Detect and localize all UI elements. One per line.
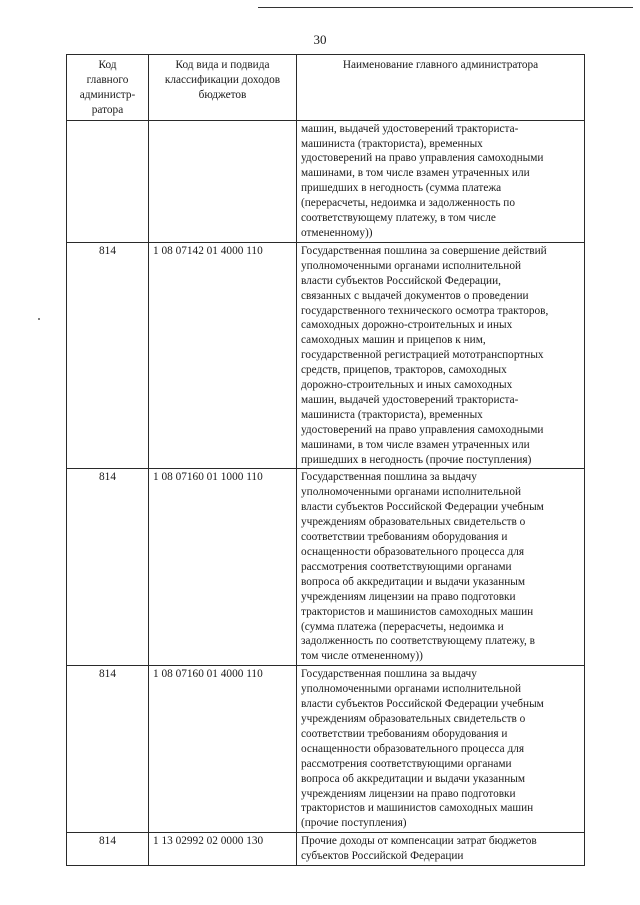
header-text-line: ратора	[91, 103, 124, 116]
header-text-line: главного	[86, 73, 129, 86]
admin-name-line: учреждениям лицензии на право подготовки	[301, 787, 516, 800]
admin-name-line: трактористов и машинистов самоходных машин	[301, 605, 534, 618]
admin-name-line: соответствии требованиям оборудования и	[301, 727, 508, 740]
table-row	[67, 833, 585, 866]
admin-name-line: соответствующему платежу, в том числе	[301, 212, 496, 225]
admin-name-line: (прочие поступления)	[301, 817, 407, 830]
admin-name-line: удостоверений на право управления самоходными	[301, 423, 544, 436]
admin-name-line: отмененному))	[301, 226, 373, 239]
admin-name-line: вопроса об аккредитации и выдачи указанным	[301, 575, 526, 588]
admin-name-cell	[297, 242, 585, 469]
table-header-row	[67, 55, 585, 121]
admin-name-line: рассмотрения соответствующими органами	[301, 757, 512, 770]
top-border-line	[258, 7, 633, 8]
admin-name-line: уполномоченными органами исполнительной	[301, 486, 522, 499]
admin-name-line: учреждениям образовательных свидетельств о	[301, 516, 526, 529]
admin-name-cell	[297, 469, 585, 666]
admin-name-cell	[297, 120, 585, 242]
header-text-line: администр-	[79, 88, 136, 101]
header-admin-code	[67, 55, 149, 121]
admin-name-line: удостоверений на право управления самоходными	[301, 152, 544, 165]
admin-name-line: соответствии требованиям оборудования и	[301, 531, 508, 544]
admin-name-line: средств, прицепов, тракторов, самоходных	[301, 364, 507, 377]
header-text-line: Код вида и подвида	[175, 59, 270, 71]
admin-name-line: машиниста (тракториста), временных	[301, 408, 483, 421]
income-code-cell: 1 13 02992 02 0000 130	[149, 833, 297, 866]
table-row	[67, 242, 585, 469]
admin-name-line: рассмотрения соответствующими органами	[301, 560, 512, 573]
admin-name-line: машинами, в том числе взамен утраченных или	[301, 438, 530, 451]
admin-name-line: учреждениям образовательных свидетельств о	[301, 712, 526, 725]
header-income-code	[149, 55, 297, 121]
revenue-administrators-table	[66, 54, 585, 866]
admin-name-line: машиниста (тракториста), временных	[301, 137, 483, 150]
admin-name-line: трактористов и машинистов самоходных машин	[301, 802, 534, 815]
admin-name-line: (перерасчеты, недоимка и задолженность по	[301, 197, 516, 210]
admin-name-line: Государственная пошлина за выдачу	[301, 471, 477, 484]
page-number: 30	[313, 32, 327, 47]
table-row	[67, 469, 585, 666]
admin-code-cell: 814	[67, 242, 149, 469]
income-code-cell	[149, 120, 297, 242]
header-text-line: бюджетов	[198, 88, 247, 101]
admin-name-line: уполномоченными органами исполнительной	[301, 683, 522, 696]
scan-speck	[38, 318, 40, 320]
admin-name-line: Прочие доходы от компенсации затрат бюджетов	[301, 835, 537, 848]
admin-code-cell	[67, 120, 149, 242]
admin-name-line: задолженность по соответствующему платежу, в	[301, 635, 535, 648]
admin-name-line: Государственная пошлина за выдачу	[301, 668, 477, 681]
admin-name-line: связанных с выдачей документов о проведении	[301, 289, 529, 302]
admin-name-line: субъектов Российской Федерации	[301, 850, 464, 863]
admin-name-line: учреждениям лицензии на право подготовки	[301, 590, 516, 603]
admin-name-line: оснащенности образовательного процесса для	[301, 546, 525, 558]
admin-name-line: власти субъектов Российской Федерации,	[301, 274, 501, 287]
table-row	[67, 666, 585, 833]
table-row	[67, 120, 585, 242]
admin-name-line: пришедших в негодность (прочие поступления)	[301, 453, 532, 466]
admin-code-cell: 814	[67, 666, 149, 833]
header-text-line: Код	[98, 59, 117, 71]
admin-name-line: машинами, в том числе взамен утраченных или	[301, 167, 530, 180]
admin-name-line: пришедших в негодность (сумма платежа	[301, 182, 502, 195]
admin-name-line: уполномоченными органами исполнительной	[301, 259, 522, 272]
admin-name-line: машин, выдачей удостоверений тракториста-	[301, 393, 519, 406]
header-text-line: Наименование главного администратора	[342, 59, 539, 71]
admin-name-line: Государственная пошлина за совершение действий	[301, 244, 547, 257]
admin-name-line: оснащенности образовательного процесса для	[301, 742, 525, 755]
admin-name-line: дорожно-строительных и иных самоходных	[301, 379, 513, 392]
header-text-line: классификации доходов	[164, 73, 281, 86]
admin-code-cell: 814	[67, 469, 149, 666]
income-code-cell: 1 08 07142 01 4000 110	[149, 242, 297, 469]
admin-name-line: самоходных дорожно-строительных и иных	[301, 319, 513, 332]
admin-name-cell	[297, 833, 585, 866]
admin-name-line: власти субъектов Российской Федерации учебным	[301, 501, 544, 514]
admin-name-cell	[297, 666, 585, 833]
income-code-cell: 1 08 07160 01 4000 110	[149, 666, 297, 833]
header-admin-name	[297, 55, 585, 121]
admin-name-line: машин, выдачей удостоверений тракториста-	[301, 122, 519, 135]
income-code-cell: 1 08 07160 01 1000 110	[149, 469, 297, 666]
admin-name-line: (сумма платежа (перерасчеты, недоимка и	[301, 620, 504, 633]
admin-name-line: государственного технического осмотра тракторов,	[301, 304, 549, 317]
admin-name-line: вопроса об аккредитации и выдачи указанным	[301, 772, 526, 785]
admin-name-line: власти субъектов Российской Федерации учебным	[301, 698, 544, 711]
admin-name-line: том числе отмененному))	[301, 650, 423, 663]
admin-name-line: самоходных машин и прицепов к ним,	[301, 334, 486, 347]
table-body	[67, 120, 585, 865]
admin-code-cell: 814	[67, 833, 149, 866]
admin-name-line: государственной регистрацией мототранспортных	[301, 349, 544, 362]
